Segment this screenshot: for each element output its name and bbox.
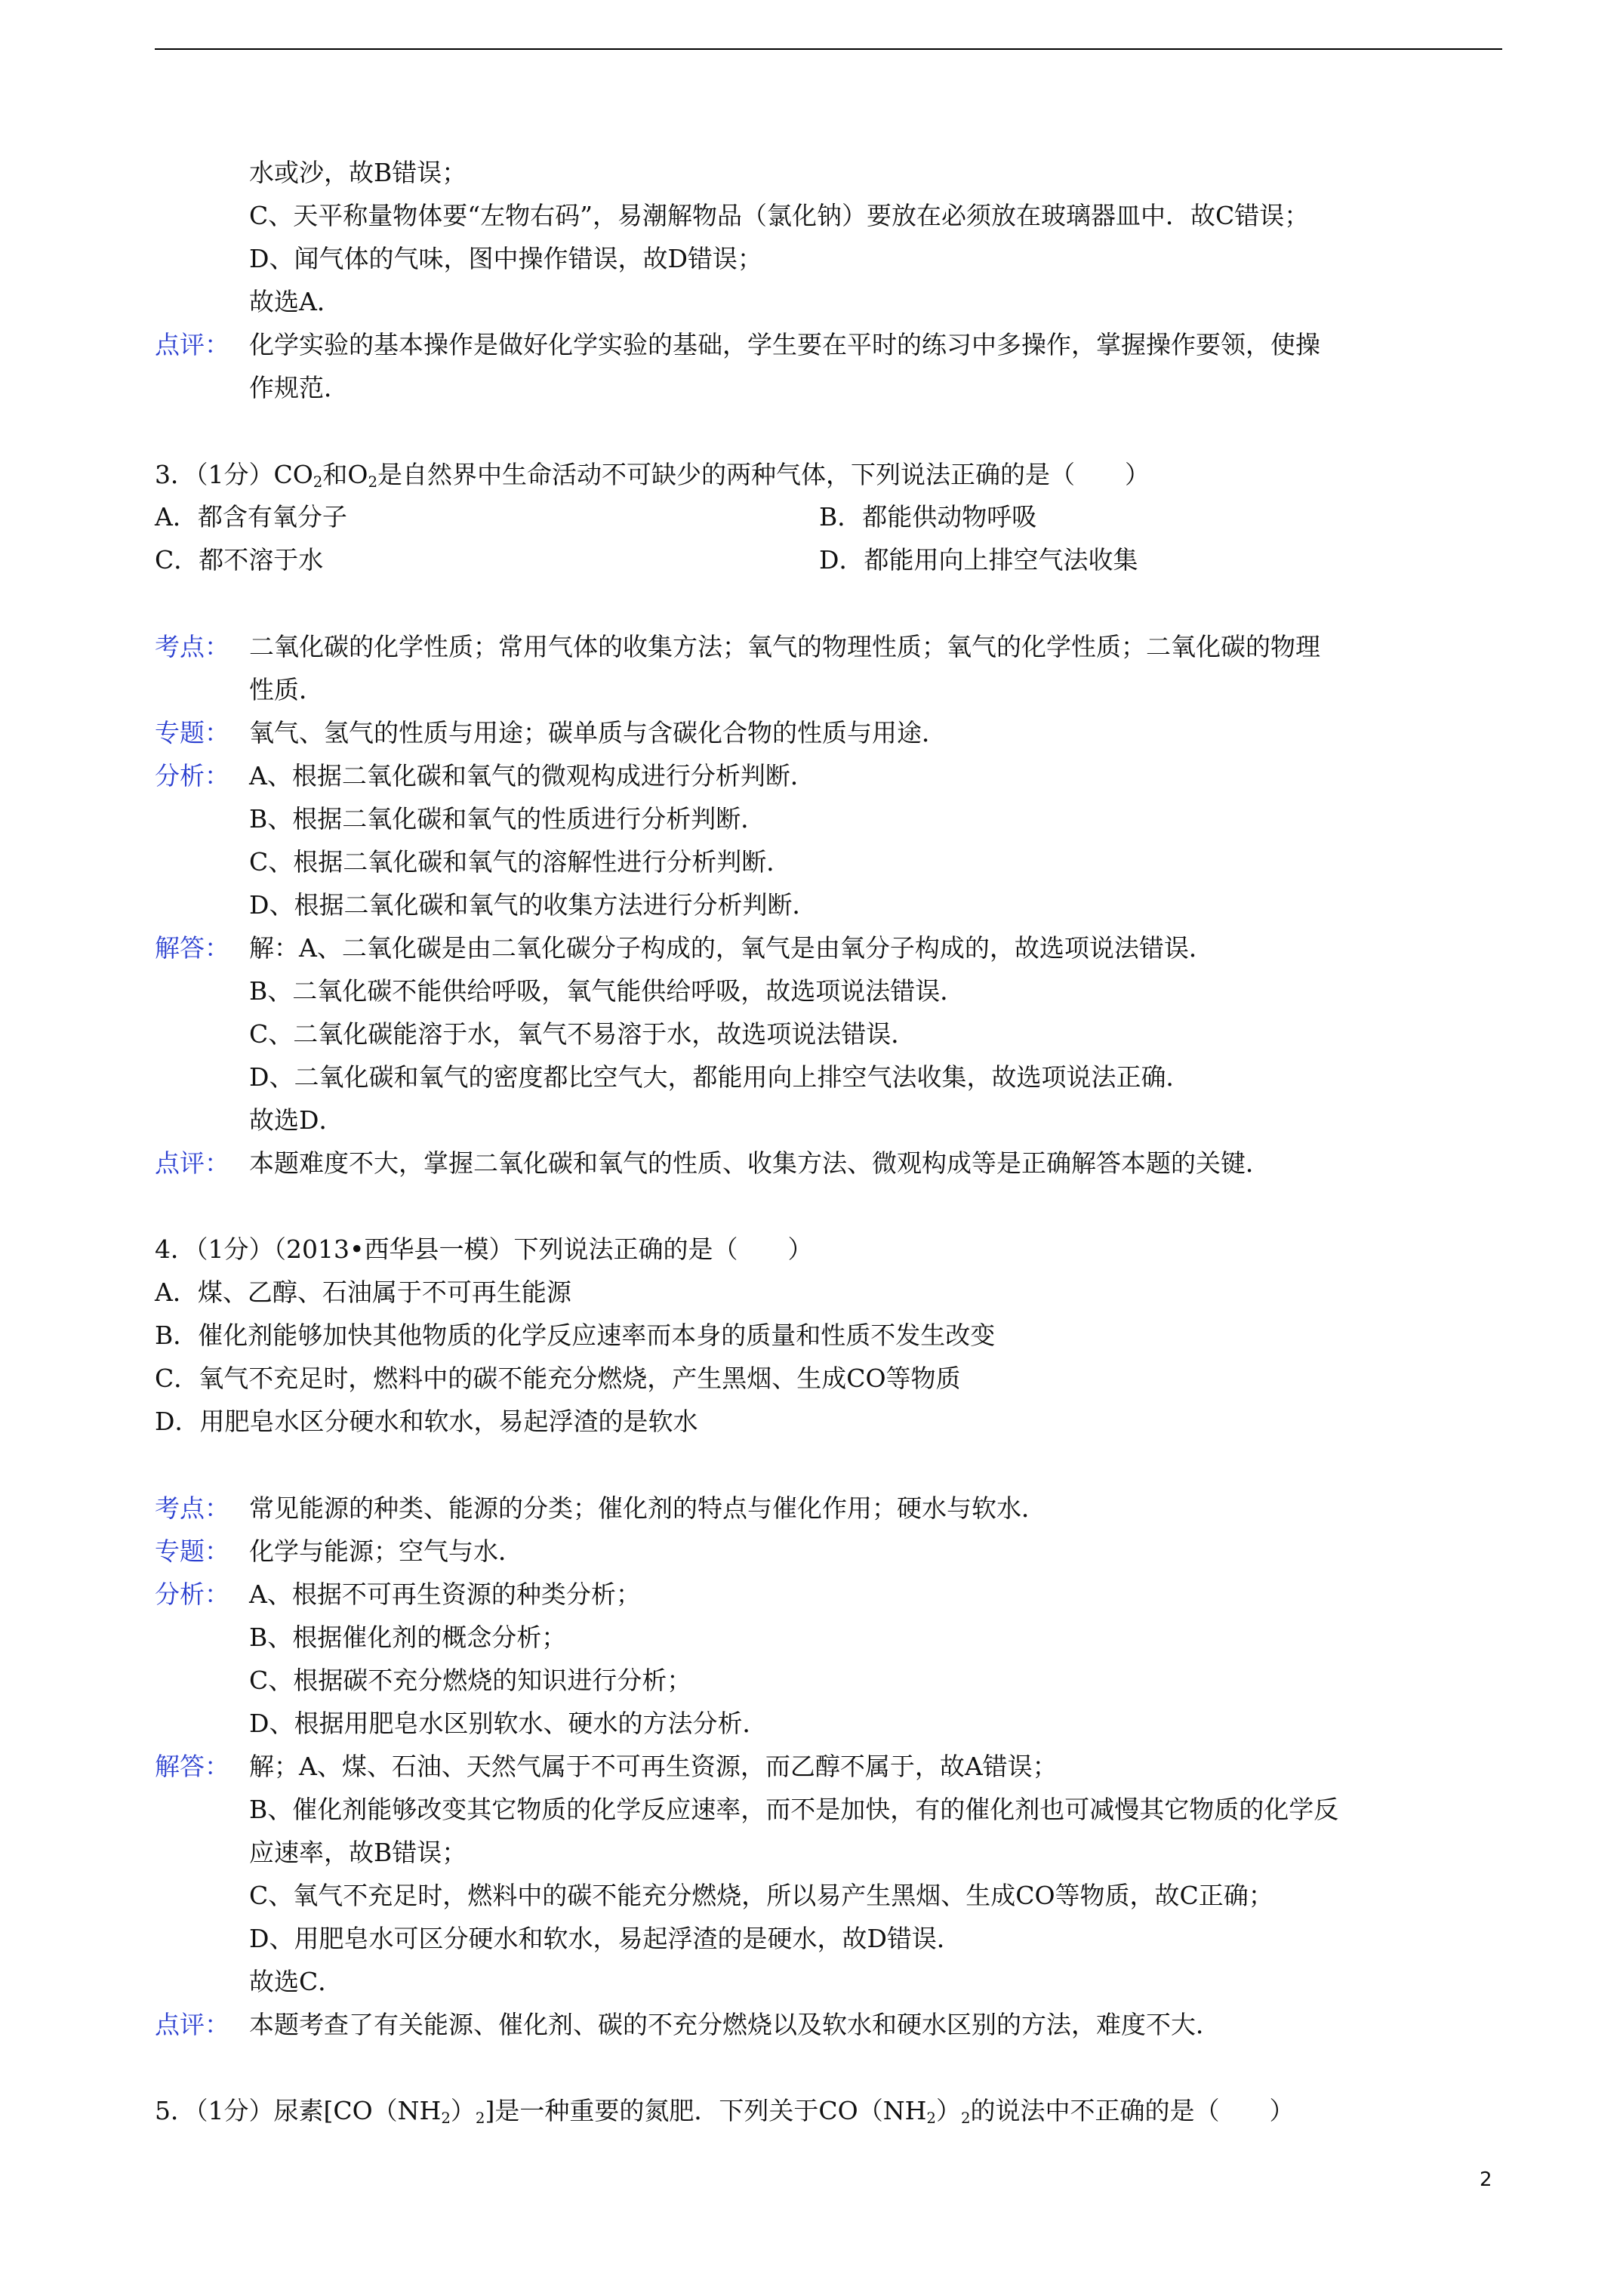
q4-dianping-label: 点评： bbox=[155, 2010, 229, 2039]
q3-jieda-label: 解答： bbox=[155, 933, 229, 963]
q3-option-c: C．都不溶于水 bbox=[155, 545, 324, 575]
q4-fenxi-3: C、根据碳不充分燃烧的知识进行分析； bbox=[249, 1666, 692, 1695]
q4-kaodian: 常见能源的种类、能源的分类；催化剂的特点与催化作用；硬水与软水． bbox=[249, 1493, 1046, 1523]
q3-kaodian-2: 性质． bbox=[249, 675, 324, 704]
q4-zhuanti-label: 专题： bbox=[155, 1536, 229, 1566]
q4-jieda-5: D、用肥皂水可区分硬水和软水，易起浮渣的是硬水，故D错误． bbox=[249, 1924, 962, 1953]
prev-comment-label: 点评： bbox=[155, 330, 229, 359]
q3-fenxi-label: 分析： bbox=[155, 761, 229, 791]
q5-stem: 5．（1分）尿素$[CO(NH_2)_2]$是一种重要的氮肥．下列关于$CO(NH_2)_2$的说法中不正确的是（ ） bbox=[155, 2096, 1295, 2127]
q4-jieda-3: 应速率，故B错误； bbox=[249, 1838, 467, 1867]
q3-jieda-2: B、二氧化碳不能供给呼吸，氧气能供给呼吸，故选项说法错误． bbox=[249, 976, 965, 1006]
prev-line-1: 水或沙，故B错误； bbox=[249, 158, 467, 187]
q4-fenxi-1: A、根据不可再生资源的种类分析； bbox=[249, 1579, 641, 1609]
q4-option-b: B．催化剂能够加快其他物质的化学反应速率而本身的质量和性质不发生改变 bbox=[155, 1321, 996, 1350]
prev-comment-1: 化学实验的基本操作是做好化学实验的基础，学生要在平时的练习中多操作，掌握操作要领，使操 bbox=[249, 330, 1320, 359]
q4-zhuanti: 化学与能源；空气与水． bbox=[249, 1536, 523, 1566]
prev-line-3: D、闻气体的气味，图中操作错误，故D错误； bbox=[249, 244, 762, 273]
q3-fenxi-2: B、根据二氧化碳和氧气的性质进行分析判断． bbox=[249, 804, 766, 834]
q4-jieda-4: C、氧气不充足时，燃料中的碳不能充分燃烧，所以易产生黑烟、生成CO等物质，故C正确； bbox=[249, 1881, 1273, 1910]
q3-option-d: D．都能用向上排空气法收集 bbox=[819, 545, 1138, 575]
q3-kaodian-1: 二氧化碳的化学性质；常用气体的收集方法；氧气的物理性质；氧气的化学性质；二氧化碳的物理 bbox=[249, 632, 1320, 661]
q3-option-b: B．都能供动物呼吸 bbox=[819, 502, 1037, 532]
q3-zhuanti-label: 专题： bbox=[155, 718, 229, 747]
q4-option-d: D．用肥皂水区分硬水和软水，易起浮渣的是软水 bbox=[155, 1407, 698, 1436]
q3-dianping: 本题难度不大，掌握二氧化碳和氧气的性质、收集方法、微观构成等是正确解答本题的关键． bbox=[249, 1148, 1270, 1178]
q3-option-a: A．都含有氧分子 bbox=[155, 502, 347, 532]
q4-jieda-1: 解；A、煤、石油、天然气属于不可再生资源，而乙醇不属于，故A错误； bbox=[249, 1752, 1058, 1781]
q3-stem: 3．（1分）$CO_2$和$O_2$是自然界中生命活动不可缺少的两种气体，下列说法正确的是（ ） bbox=[155, 460, 1150, 491]
q3-jieda-5: 故选D． bbox=[249, 1105, 344, 1135]
q4-fenxi-4: D、根据用肥皂水区别软水、硬水的方法分析． bbox=[249, 1709, 768, 1738]
q3-fenxi-4: D、根据二氧化碳和氧气的收集方法进行分析判断． bbox=[249, 890, 818, 920]
page-number: 2 bbox=[1480, 2168, 1492, 2191]
header-rule bbox=[155, 48, 1502, 50]
q3-fenxi-3: C、根据二氧化碳和氧气的溶解性进行分析判断． bbox=[249, 847, 792, 877]
q4-stem: 4．（1分）（2013•西华县一模）下列说法正确的是（ ） bbox=[155, 1234, 813, 1264]
q4-fenxi-label: 分析： bbox=[155, 1579, 229, 1609]
q4-kaodian-label: 考点： bbox=[155, 1493, 229, 1523]
prev-line-2: C、天平称量物体要“左物右码”，易潮解物品（氯化钠）要放在必须放在玻璃器皿中．故C错误； bbox=[249, 201, 1310, 230]
q4-fenxi-2: B、根据催化剂的概念分析； bbox=[249, 1623, 567, 1652]
q3-kaodian-label: 考点： bbox=[155, 632, 229, 661]
q4-jieda-6: 故选C． bbox=[249, 1967, 343, 1996]
q4-dianping: 本题考查了有关能源、催化剂、碳的不充分燃烧以及软水和硬水区别的方法，难度不大． bbox=[249, 2010, 1221, 2039]
prev-comment-2: 作规范． bbox=[249, 373, 349, 402]
prev-line-4: 故选A． bbox=[249, 287, 342, 316]
q4-jieda-2: B、催化剂能够改变其它物质的化学反应速率，而不是加快，有的催化剂也可减慢其它物质的化学反 bbox=[249, 1795, 1339, 1824]
q3-fenxi-1: A、根据二氧化碳和氧气的微观构成进行分析判断． bbox=[249, 761, 815, 791]
q3-jieda-3: C、二氧化碳能溶于水，氧气不易溶于水，故选项说法错误． bbox=[249, 1019, 916, 1049]
q3-dianping-label: 点评： bbox=[155, 1148, 229, 1178]
q3-zhuanti: 氧气、氢气的性质与用途；碳单质与含碳化合物的性质与用途． bbox=[249, 718, 947, 747]
q4-option-a: A．煤、乙醇、石油属于不可再生能源 bbox=[155, 1277, 571, 1307]
q3-jieda-4: D、二氧化碳和氧气的密度都比空气大，都能用向上排空气法收集，故选项说法正确． bbox=[249, 1062, 1191, 1092]
q4-option-c: C．氧气不充足时，燃料中的碳不能充分燃烧，产生黑烟、生成CO等物质 bbox=[155, 1364, 961, 1393]
q4-jieda-label: 解答： bbox=[155, 1752, 229, 1781]
q3-jieda-1: 解：A、二氧化碳是由二氧化碳分子构成的，氧气是由氧分子构成的，故选项说法错误． bbox=[249, 933, 1214, 963]
